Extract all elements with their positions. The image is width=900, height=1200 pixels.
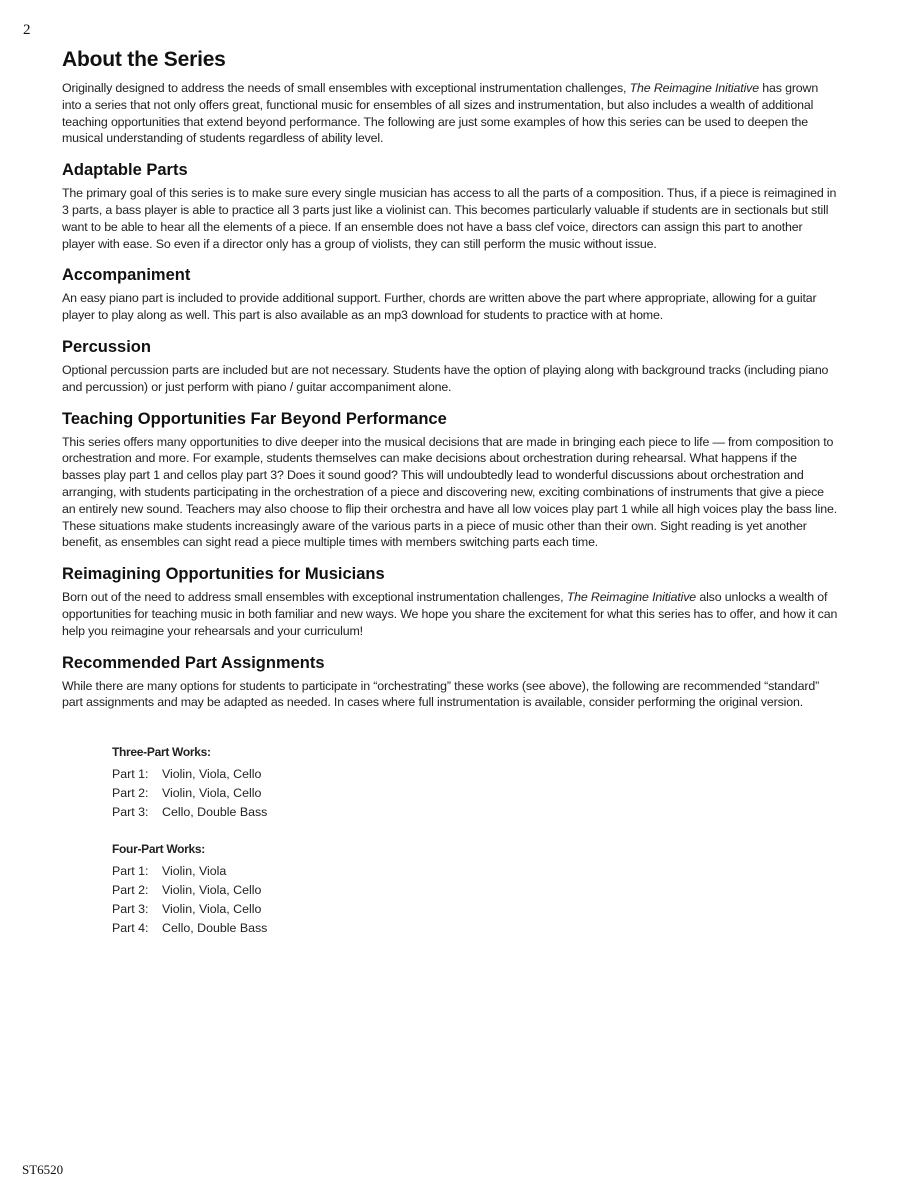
list-item: Part 3: Violin, Viola, Cello [112, 902, 262, 917]
reimagining-heading: Reimagining Opportunities for Musicians [62, 565, 385, 584]
adaptable-parts-heading: Adaptable Parts [62, 161, 188, 180]
accompaniment-paragraph: An easy piano part is included to provide additional support. Further, chords are written above the part where appropriate, allowing for a guitar player to play along as well. This part is also available as an mp3 download for students to practice with at home. [62, 291, 817, 323]
list-item: Part 3: Cello, Double Bass [112, 805, 268, 820]
accompaniment-heading: Accompaniment [62, 266, 191, 285]
list-item: Part 1: Violin, Viola, Cello [112, 767, 262, 782]
list-item: Part 2: Violin, Viola, Cello [112, 883, 262, 898]
recommended-paragraph: While there are many options for students to participate in “orchestrating” these works (see above), the following are recommended “standard” part assignments and may be adapted as needed. In cases where full instrumentation is available, consider performing the original version. [62, 678, 820, 710]
part-assignments [112, 745, 838, 938]
document-body [62, 48, 838, 938]
teaching-heading: Teaching Opportunities Far Beyond Performance [62, 409, 447, 428]
page-title: About the Series [62, 48, 226, 71]
four-part-group [112, 842, 838, 938]
footer-catalog-code: ST6520 [22, 1162, 64, 1177]
adaptable-parts-paragraph: The primary goal of this series is to make sure every single musician has access to all the parts of a composition. Thus, if a piece is reimagined in 3 parts, a bass player is able to practice all 3 parts just like a violinist can. This becomes particularly valuable if students are in sectionals but still want to be able to hear all the elements of a piece. If an ensemble does not have a bass clef voice, directors can assign this part to another player with ease. So even if a director only has a group of violists, they can still perform the music without issue. [62, 186, 837, 251]
percussion-heading: Percussion [62, 337, 151, 356]
percussion-paragraph: Optional percussion parts are included but are not necessary. Students have the option of playing along with background tracks (including piano and percussion) or just perform with piano / guitar accompaniment alone. [62, 362, 829, 394]
list-item: Part 4: Cello, Double Bass [112, 921, 268, 936]
list-item: Part 2: Violin, Viola, Cello [112, 786, 262, 801]
three-part-group [112, 745, 838, 822]
reimagining-paragraph: Born out of the need to address small ensembles with exceptional instrumentation challenges, The Reimagine Initiative also unlocks a wealth of opportunities for teaching music in both familiar and new ways. We hope you share the excitement for what this series has to offer, and how it can help you reimagine your rehearsals and your curriculum! [62, 590, 838, 638]
recommended-heading: Recommended Part Assignments [62, 653, 325, 672]
four-part-title: Four-Part Works: [112, 842, 205, 857]
teaching-paragraph: This series offers many opportunities to dive deeper into the musical decisions that are made in bringing each piece to life — from composition to orchestration and more. For example, students themselves can make decisions about orchestration during rehearsal. What happens if the basses play part 1 and cellos play part 3? Does it sound good? This will undoubtedly lead to wonderful discussions about orchestration and arranging, with students participating in the orchestration of a piece and discovering new, exciting combinations of instruments that give a piece an entirely new sound. Teachers may also choose to flip their orchestra and have all low voices play part 1 while all high voices play the bass line. These situations make students increasingly aware of the various parts in a piece of music other than their own. Sight reading is yet another benefit, as ensembles can sight read a piece multiple times with members switching parts each time. [62, 434, 837, 550]
page-number: 2 [23, 22, 31, 38]
intro-paragraph: Originally designed to address the needs of small ensembles with exceptional instrumentation challenges, The Reimagine Initiative has grown into a series that not only offers great, functional music for ensembles of all sizes and instrumentation, but also includes a wealth of additional teaching opportunities that extend beyond performance. The following are just some examples of how this series can be used to deepen the musical understanding of students regardless of ability level. [62, 81, 819, 146]
list-item: Part 1: Violin, Viola [112, 864, 227, 879]
three-part-title: Three-Part Works: [112, 745, 211, 760]
